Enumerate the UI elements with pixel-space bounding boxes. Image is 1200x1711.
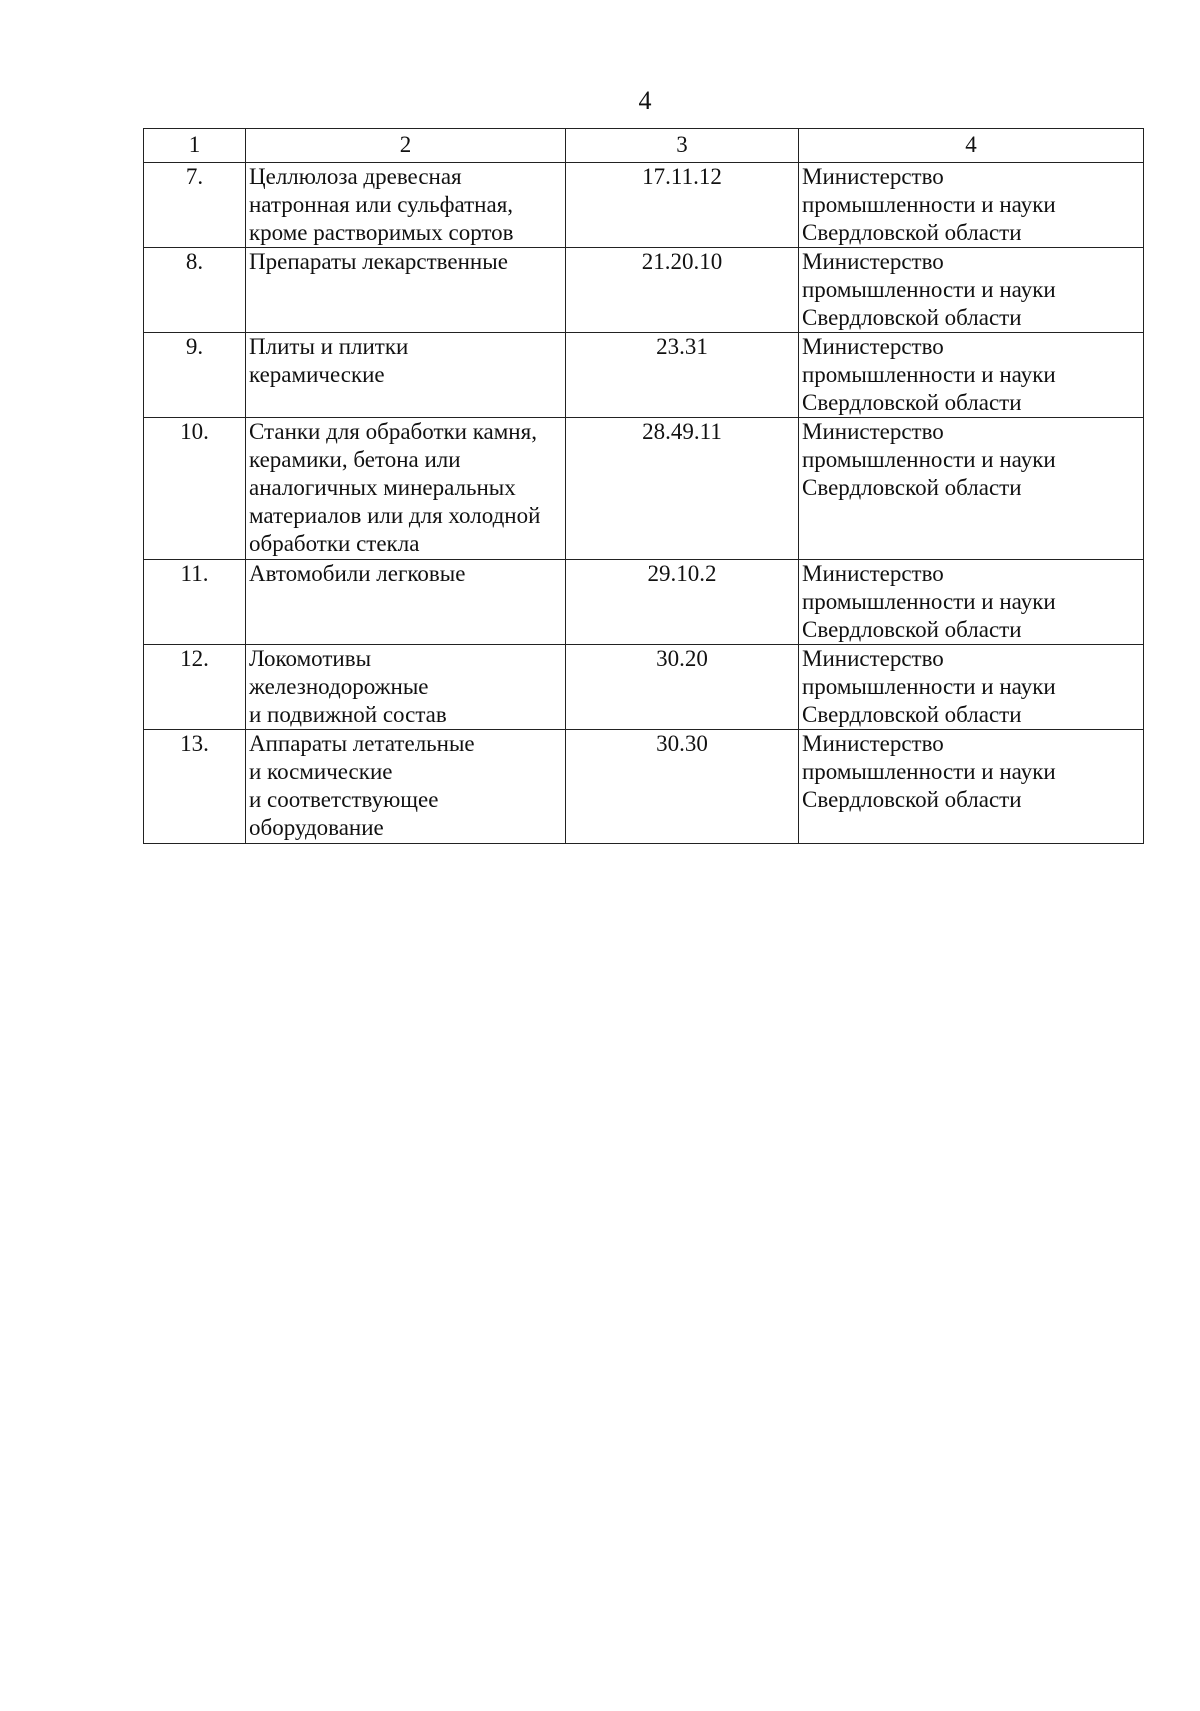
product-name [246,163,566,248]
row-number: 13. [144,730,246,844]
product-name [246,418,566,560]
table-row [144,418,1144,560]
product-code: 30.30 [566,730,799,844]
product-code: 30.20 [566,645,799,730]
table-header-row [144,129,1144,163]
responsible-agency [799,163,1144,248]
product-name [246,645,566,730]
page-number: 4 [638,86,652,115]
agency-text: Министерство промышленности и науки Свердловской области [802,731,1056,812]
agency-text: Министерство промышленности и науки Свердловской области [802,419,1056,500]
product-name-text: Станки для обработки камня, керамики, бетона или аналогичных минеральных материалов или для холодной обработки стекла [249,419,541,556]
product-code: 23.31 [566,333,799,418]
row-number: 10. [144,418,246,560]
responsible-agency [799,645,1144,730]
agency-text: Министерство промышленности и науки Свердловской области [802,561,1056,642]
product-code: 29.10.2 [566,560,799,645]
product-code: 17.11.12 [566,163,799,248]
row-number: 11. [144,560,246,645]
responsible-agency [799,333,1144,418]
table-row [144,560,1144,645]
header-cell-1: 1 [144,129,246,163]
product-name [246,333,566,418]
product-name [246,248,566,333]
product-name [246,730,566,844]
product-name-text: Целлюлоза древесная натронная или сульфатная, кроме растворимых сортов [249,164,514,245]
header-cell-2: 2 [246,129,566,163]
agency-text: Министерство промышленности и науки Свердловской области [802,646,1056,727]
table-row [144,248,1144,333]
table-row [144,163,1144,248]
table-row [144,645,1144,730]
agency-text: Министерство промышленности и науки Свердловской области [802,334,1056,415]
product-name-text: Плиты и плитки керамические [249,334,409,387]
agency-text: Министерство промышленности и науки Свердловской области [802,164,1056,245]
header-cell-3: 3 [566,129,799,163]
row-number: 8. [144,248,246,333]
product-name-text: Препараты лекарственные [249,249,508,274]
product-code: 28.49.11 [566,418,799,560]
product-name-text: Автомобили легковые [249,561,466,586]
responsible-agency [799,418,1144,560]
product-name [246,560,566,645]
product-name-text: Аппараты летательные и космические и соответствующее оборудование [249,731,475,840]
responsible-agency [799,248,1144,333]
header-cell-4: 4 [799,129,1144,163]
agency-text: Министерство промышленности и науки Свердловской области [802,249,1056,330]
responsible-agency [799,560,1144,645]
table-row [144,333,1144,418]
row-number: 12. [144,645,246,730]
table-row [144,730,1144,844]
products-table [143,128,1144,844]
responsible-agency [799,730,1144,844]
row-number: 7. [144,163,246,248]
row-number: 9. [144,333,246,418]
product-code: 21.20.10 [566,248,799,333]
product-name-text: Локомотивы железнодорожные и подвижной состав [249,646,447,727]
